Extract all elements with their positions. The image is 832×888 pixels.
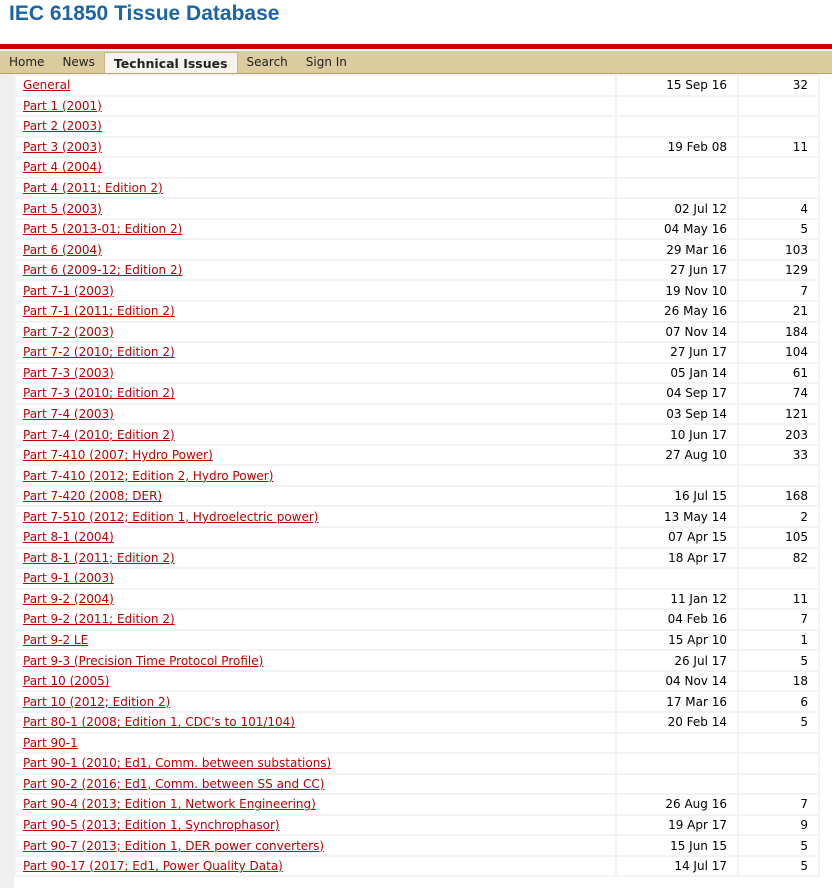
part-cell bbox=[15, 548, 616, 569]
part-link[interactable]: Part 9-1 (2003) bbox=[23, 571, 114, 586]
table-row bbox=[15, 137, 819, 158]
part-cell bbox=[15, 322, 616, 343]
issue-count: 11 bbox=[738, 137, 819, 158]
table-row bbox=[15, 342, 819, 363]
table-row bbox=[15, 301, 819, 322]
part-link[interactable]: Part 9-2 LE bbox=[23, 633, 89, 648]
part-link[interactable]: Part 8-1 (2004) bbox=[23, 530, 114, 545]
part-cell bbox=[15, 424, 616, 445]
issue-count: 11 bbox=[738, 589, 819, 610]
table-row bbox=[15, 424, 819, 445]
issue-count bbox=[738, 733, 819, 754]
part-link[interactable]: Part 7-410 (2007; Hydro Power) bbox=[23, 448, 213, 463]
table-row bbox=[15, 404, 819, 425]
part-cell bbox=[15, 465, 616, 486]
table-row bbox=[15, 363, 819, 384]
last-updated: 15 Jun 15 bbox=[616, 835, 738, 856]
part-link[interactable]: Part 7-3 (2010; Edition 2) bbox=[23, 386, 175, 401]
table-row bbox=[15, 116, 819, 137]
last-updated: 26 Jul 17 bbox=[616, 650, 738, 671]
last-updated bbox=[616, 733, 738, 754]
issue-count: 32 bbox=[738, 75, 819, 96]
part-link[interactable]: Part 80-1 (2008; Edition 1, CDC's to 101/104) bbox=[23, 715, 295, 730]
last-updated: 11 Jan 12 bbox=[616, 589, 738, 610]
table-row bbox=[15, 548, 819, 569]
issue-count bbox=[738, 774, 819, 795]
part-link[interactable]: Part 7-3 (2003) bbox=[23, 365, 114, 380]
part-cell bbox=[15, 691, 616, 712]
part-cell bbox=[15, 733, 616, 754]
part-cell bbox=[15, 589, 616, 610]
tab-news[interactable]: News bbox=[62, 55, 95, 69]
table-row bbox=[15, 96, 819, 117]
part-cell bbox=[15, 383, 616, 404]
part-cell bbox=[15, 137, 616, 158]
table-row bbox=[15, 794, 819, 815]
part-cell bbox=[15, 794, 616, 815]
last-updated bbox=[616, 96, 738, 117]
table-row bbox=[15, 815, 819, 836]
tab-search[interactable]: Search bbox=[246, 55, 288, 69]
last-updated: 27 Jun 17 bbox=[616, 342, 738, 363]
last-updated: 04 Feb 16 bbox=[616, 609, 738, 630]
part-cell bbox=[15, 445, 616, 466]
issue-count: 105 bbox=[738, 527, 819, 548]
table-row bbox=[15, 835, 819, 856]
part-cell bbox=[15, 404, 616, 425]
part-cell bbox=[15, 486, 616, 507]
table-row bbox=[15, 527, 819, 548]
part-cell bbox=[15, 671, 616, 692]
part-cell bbox=[15, 219, 616, 240]
last-updated: 02 Jul 12 bbox=[616, 198, 738, 219]
issue-count: 21 bbox=[738, 301, 819, 322]
issue-count: 5 bbox=[738, 219, 819, 240]
last-updated: 17 Mar 16 bbox=[616, 691, 738, 712]
part-link[interactable]: Part 7-1 (2003) bbox=[23, 283, 114, 298]
last-updated bbox=[616, 753, 738, 774]
last-updated: 26 May 16 bbox=[616, 301, 738, 322]
issue-count: 5 bbox=[738, 835, 819, 856]
issue-count: 184 bbox=[738, 322, 819, 343]
table-row bbox=[15, 589, 819, 610]
last-updated: 18 Apr 17 bbox=[616, 548, 738, 569]
part-cell bbox=[15, 835, 616, 856]
issue-count: 33 bbox=[738, 445, 819, 466]
part-link[interactable]: Part 7-1 (2011; Edition 2) bbox=[23, 304, 175, 319]
part-cell bbox=[15, 774, 616, 795]
part-link[interactable]: Part 90-4 (2013; Edition 1, Network Engineering) bbox=[23, 797, 316, 812]
issue-count bbox=[738, 568, 819, 589]
table-row bbox=[15, 609, 819, 630]
last-updated: 27 Jun 17 bbox=[616, 260, 738, 281]
issue-count: 104 bbox=[738, 342, 819, 363]
last-updated bbox=[616, 774, 738, 795]
issue-count bbox=[738, 157, 819, 178]
table-row bbox=[15, 486, 819, 507]
part-link[interactable]: Part 90-2 (2016; Ed1, Comm. between SS and CC) bbox=[23, 776, 325, 791]
part-link[interactable]: Part 9-3 (Precision Time Protocol Profile) bbox=[23, 653, 264, 668]
issue-count bbox=[738, 465, 819, 486]
part-link[interactable]: Part 5 (2003) bbox=[23, 201, 102, 216]
left-margin bbox=[0, 74, 14, 888]
issue-count: 168 bbox=[738, 486, 819, 507]
table-row bbox=[15, 506, 819, 527]
table-row bbox=[15, 280, 819, 301]
last-updated: 19 Nov 10 bbox=[616, 280, 738, 301]
last-updated: 26 Aug 16 bbox=[616, 794, 738, 815]
page-title: IEC 61850 Tissue Database bbox=[9, 2, 280, 25]
table-row bbox=[15, 774, 819, 795]
issue-count: 82 bbox=[738, 548, 819, 569]
part-cell bbox=[15, 280, 616, 301]
table-row bbox=[15, 383, 819, 404]
part-cell bbox=[15, 198, 616, 219]
table-row bbox=[15, 568, 819, 589]
part-link[interactable]: Part 7-420 (2008; DER) bbox=[23, 489, 163, 504]
part-link[interactable]: Part 5 (2013-01; Edition 2) bbox=[23, 222, 183, 237]
part-cell bbox=[15, 157, 616, 178]
issue-count: 5 bbox=[738, 650, 819, 671]
table-row bbox=[15, 753, 819, 774]
issue-count: 18 bbox=[738, 671, 819, 692]
part-link[interactable]: Part 90-5 (2013; Edition 1, Synchrophasor) bbox=[23, 817, 280, 832]
issue-count: 203 bbox=[738, 424, 819, 445]
table-row bbox=[15, 630, 819, 651]
part-cell bbox=[15, 815, 616, 836]
part-link[interactable]: Part 10 (2012; Edition 2) bbox=[23, 694, 171, 709]
last-updated bbox=[616, 116, 738, 137]
part-link[interactable]: Part 7-2 (2003) bbox=[23, 324, 114, 339]
part-link[interactable]: Part 1 (2001) bbox=[23, 98, 102, 113]
part-cell bbox=[15, 342, 616, 363]
last-updated bbox=[616, 178, 738, 199]
table-row bbox=[15, 219, 819, 240]
last-updated bbox=[616, 465, 738, 486]
tab-sign-in[interactable]: Sign In bbox=[305, 55, 347, 69]
table-row bbox=[15, 322, 819, 343]
issue-count bbox=[738, 178, 819, 199]
table-row bbox=[15, 157, 819, 178]
table-row bbox=[15, 260, 819, 281]
table-row bbox=[15, 75, 819, 96]
last-updated: 04 Sep 17 bbox=[616, 383, 738, 404]
part-cell bbox=[15, 506, 616, 527]
issue-count: 6 bbox=[738, 691, 819, 712]
part-cell bbox=[15, 239, 616, 260]
issue-count: 7 bbox=[738, 280, 819, 301]
issue-count bbox=[738, 753, 819, 774]
table-row bbox=[15, 691, 819, 712]
issue-count: 7 bbox=[738, 609, 819, 630]
last-updated: 27 Aug 10 bbox=[616, 445, 738, 466]
part-cell bbox=[15, 856, 616, 877]
issue-count: 2 bbox=[738, 506, 819, 527]
part-link[interactable]: General bbox=[23, 78, 71, 93]
part-link[interactable]: Part 9-2 (2004) bbox=[23, 591, 114, 606]
part-link[interactable]: Part 7-4 (2010; Edition 2) bbox=[23, 427, 175, 442]
issue-count: 9 bbox=[738, 815, 819, 836]
part-link[interactable]: Part 7-2 (2010; Edition 2) bbox=[23, 345, 175, 360]
last-updated: 15 Apr 10 bbox=[616, 630, 738, 651]
issue-count: 61 bbox=[738, 363, 819, 384]
last-updated: 29 Mar 16 bbox=[616, 239, 738, 260]
part-cell bbox=[15, 116, 616, 137]
issue-count bbox=[738, 116, 819, 137]
issue-count: 103 bbox=[738, 239, 819, 260]
part-link[interactable]: Part 4 (2011; Edition 2) bbox=[23, 181, 163, 195]
issue-count bbox=[738, 96, 819, 117]
table-row bbox=[15, 671, 819, 692]
part-cell bbox=[15, 260, 616, 281]
part-link[interactable]: Part 7-410 (2012; Edition 2, Hydro Power) bbox=[23, 468, 274, 483]
issue-count: 121 bbox=[738, 404, 819, 425]
nav-bar bbox=[0, 51, 832, 74]
part-link[interactable]: Part 4 (2004) bbox=[23, 160, 102, 175]
last-updated: 19 Feb 08 bbox=[616, 137, 738, 158]
tab-home[interactable]: Home bbox=[9, 55, 45, 69]
issue-count: 74 bbox=[738, 383, 819, 404]
issues-table bbox=[14, 74, 820, 877]
part-cell bbox=[15, 753, 616, 774]
part-link[interactable]: Part 7-510 (2012; Edition 1, Hydroelectric power) bbox=[23, 509, 319, 524]
part-cell bbox=[15, 609, 616, 630]
last-updated: 15 Sep 16 bbox=[616, 75, 738, 96]
part-cell bbox=[15, 75, 616, 96]
part-cell bbox=[15, 363, 616, 384]
issue-count: 7 bbox=[738, 794, 819, 815]
issue-count: 5 bbox=[738, 712, 819, 733]
last-updated: 16 Jul 15 bbox=[616, 486, 738, 507]
last-updated: 07 Nov 14 bbox=[616, 322, 738, 343]
part-link[interactable]: Part 90-1 (2010; Ed1, Comm. between substations) bbox=[23, 756, 332, 771]
last-updated: 04 May 16 bbox=[616, 219, 738, 240]
last-updated: 10 Jun 17 bbox=[616, 424, 738, 445]
part-cell bbox=[15, 527, 616, 548]
table-row bbox=[15, 465, 819, 486]
last-updated: 14 Jul 17 bbox=[616, 856, 738, 877]
table-row bbox=[15, 239, 819, 260]
part-link[interactable]: Part 90-17 (2017; Ed1, Power Quality Data) bbox=[23, 859, 283, 874]
last-updated: 05 Jan 14 bbox=[616, 363, 738, 384]
part-link[interactable]: Part 10 (2005) bbox=[23, 674, 110, 689]
part-cell bbox=[15, 178, 616, 199]
part-link[interactable]: Part 6 (2004) bbox=[23, 242, 102, 257]
part-link[interactable]: Part 90-7 (2013; Edition 1, DER power converters) bbox=[23, 838, 325, 853]
table-row bbox=[15, 712, 819, 733]
last-updated bbox=[616, 568, 738, 589]
part-link[interactable]: Part 7-4 (2003) bbox=[23, 407, 114, 422]
part-link[interactable]: Part 6 (2009-12; Edition 2) bbox=[23, 263, 183, 278]
part-cell bbox=[15, 650, 616, 671]
table-row bbox=[15, 178, 819, 199]
part-cell bbox=[15, 568, 616, 589]
last-updated: 07 Apr 15 bbox=[616, 527, 738, 548]
table-row bbox=[15, 856, 819, 877]
part-cell bbox=[15, 630, 616, 651]
table-row bbox=[15, 198, 819, 219]
part-cell bbox=[15, 712, 616, 733]
issue-count: 5 bbox=[738, 856, 819, 877]
part-link[interactable]: Part 8-1 (2011; Edition 2) bbox=[23, 550, 175, 565]
issue-count: 4 bbox=[738, 198, 819, 219]
issue-count: 1 bbox=[738, 630, 819, 651]
header-divider bbox=[0, 44, 832, 49]
last-updated: 04 Nov 14 bbox=[616, 671, 738, 692]
part-cell bbox=[15, 301, 616, 322]
part-link[interactable]: Part 2 (2003) bbox=[23, 119, 102, 134]
last-updated: 20 Feb 14 bbox=[616, 712, 738, 733]
issue-count: 129 bbox=[738, 260, 819, 281]
part-cell bbox=[15, 96, 616, 117]
table-row bbox=[15, 445, 819, 466]
table-row bbox=[15, 733, 819, 754]
table-row bbox=[15, 650, 819, 671]
last-updated: 19 Apr 17 bbox=[616, 815, 738, 836]
part-link[interactable]: Part 3 (2003) bbox=[23, 139, 102, 154]
last-updated: 03 Sep 14 bbox=[616, 404, 738, 425]
last-updated: 13 May 14 bbox=[616, 506, 738, 527]
last-updated bbox=[616, 157, 738, 178]
part-link[interactable]: Part 90-1 bbox=[23, 735, 78, 750]
part-link[interactable]: Part 9-2 (2011; Edition 2) bbox=[23, 612, 175, 627]
tab-technical-issues[interactable]: Technical Issues bbox=[104, 52, 238, 73]
